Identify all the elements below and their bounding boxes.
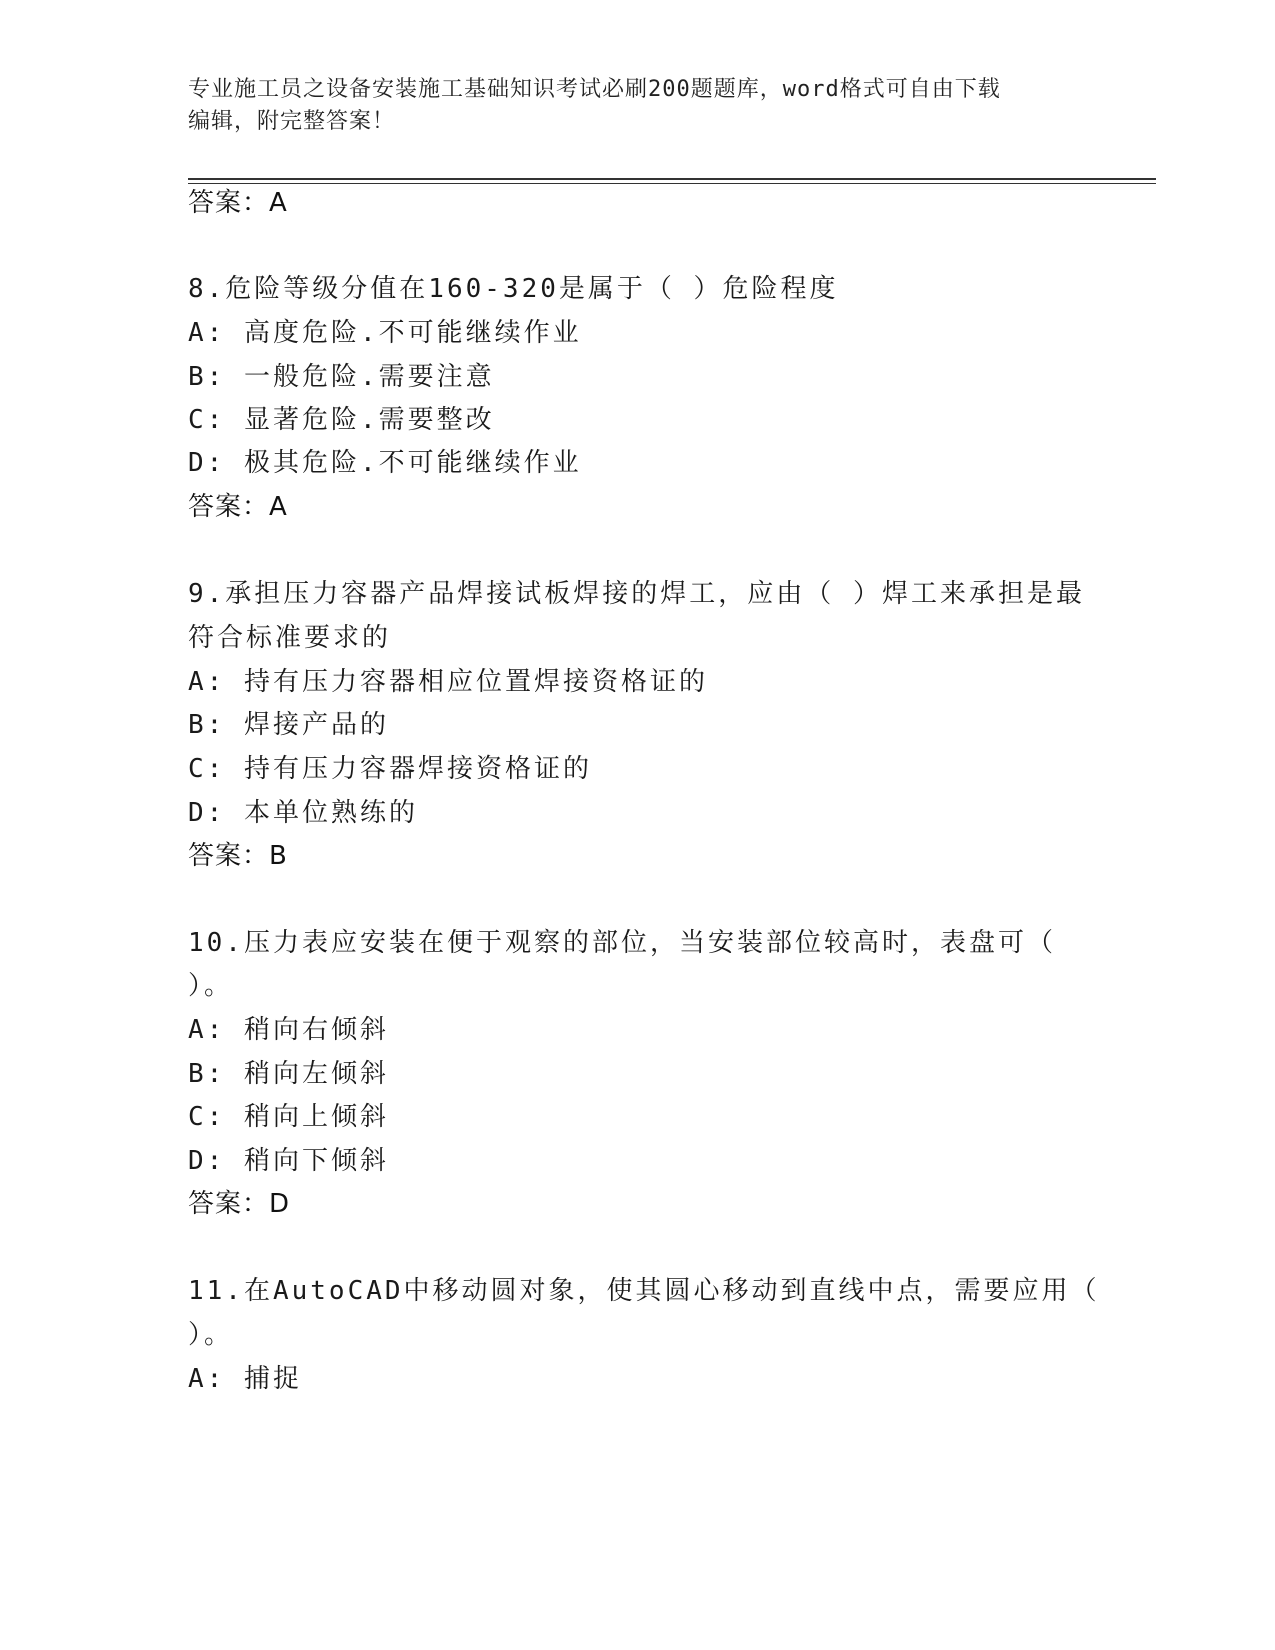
answer-label: 答案：A [188, 188, 288, 218]
option-c: C: 持有压力容器焊接资格证的 [188, 754, 592, 784]
answer-label: 答案：D [188, 1189, 291, 1219]
option-d: D: 稍向下倾斜 [188, 1146, 389, 1176]
header-line-1: 专业施工员之设备安装施工基础知识考试必刷200题题库，word格式可自由下载 [188, 77, 1001, 102]
option-b: B: 稍向左倾斜 [188, 1059, 389, 1089]
option-d: D: 本单位熟练的 [188, 798, 418, 828]
option-a: A: 捕捉 [188, 1364, 302, 1394]
document-header [188, 74, 1088, 138]
question-stem: 11.在AutoCAD中移动圆对象，使其圆心移动到直线中点，需要应用（ [188, 1276, 1100, 1306]
option-c: C: 稍向上倾斜 [188, 1102, 389, 1132]
option-d: D: 极其危险.不可能继续作业 [188, 448, 582, 478]
option-b: B: 焊接产品的 [188, 710, 389, 740]
option-a: A: 稍向右倾斜 [188, 1015, 389, 1045]
question-stem-continued: ）。 [188, 971, 234, 1001]
question-stem-continued: ）。 [188, 1320, 234, 1350]
question-stem: 10.压力表应安装在便于观察的部位，当安装部位较高时，表盘可（ [188, 928, 1056, 958]
question-stem-continued: 符合标准要求的 [188, 623, 392, 653]
header-line-2: 编辑，附完整答案！ [188, 109, 396, 134]
option-b: B: 一般危险.需要注意 [188, 362, 495, 392]
answer-label: 答案：A [188, 492, 288, 522]
option-a: A: 高度危险.不可能继续作业 [188, 318, 582, 348]
question-stem: 9.承担压力容器产品焊接试板焊接的焊工，应由（ ）焊工来承担是最 [188, 579, 1085, 609]
question-stem: 8.危险等级分值在160-320是属于（ ）危险程度 [188, 274, 839, 304]
option-c: C: 显著危险.需要整改 [188, 405, 495, 435]
answer-label: 答案：B [188, 841, 288, 871]
option-a: A: 持有压力容器相应位置焊接资格证的 [188, 667, 708, 697]
